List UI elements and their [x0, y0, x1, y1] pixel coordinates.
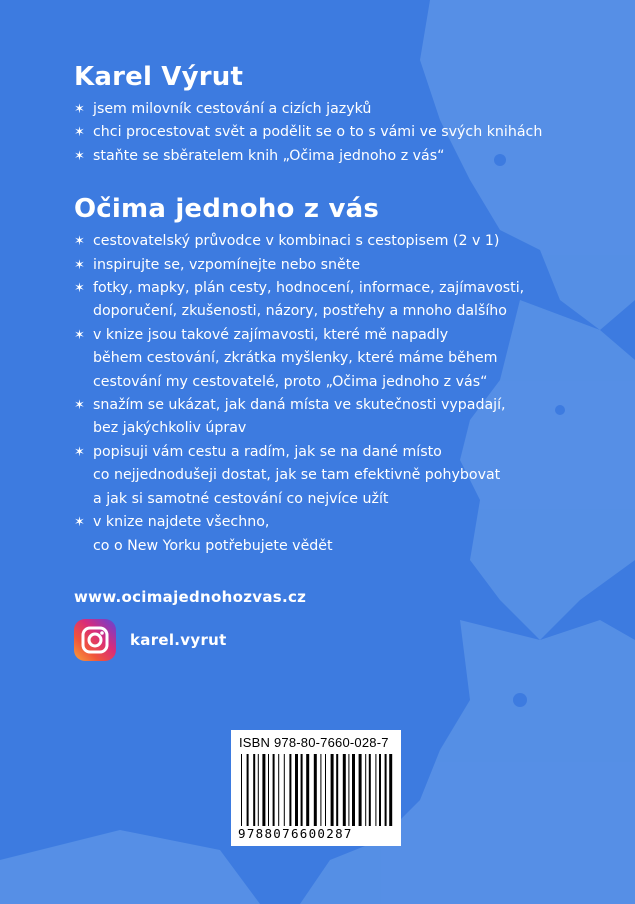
barcode-bar [306, 754, 309, 826]
star-bullet-icon: ✶ [74, 515, 85, 531]
bullet-item [74, 324, 614, 394]
bullet-item [74, 277, 614, 324]
star-bullet-icon: ✶ [74, 444, 85, 460]
star-bullet-icon: ✶ [74, 148, 85, 164]
barcode-bar [247, 754, 249, 826]
barcode-bar [273, 754, 275, 826]
star-bullet-icon: ✶ [74, 257, 85, 273]
bullet-text-line: co nejjednodušeji dostat, jak se tam efektivně pohybovat [93, 467, 501, 484]
barcode-bar [284, 754, 285, 826]
barcode-bar [385, 754, 387, 826]
barcode-bar [369, 754, 371, 826]
bullet-text-line: inspirujte se, vzpomínejte nebo sněte [93, 256, 361, 273]
bullet-item [74, 98, 614, 121]
barcode-bar [389, 754, 392, 826]
bullet-text-line: cestovatelský průvodce v kombinaci s cestopisem (2 v 1) [93, 233, 500, 250]
barcode-bar [268, 754, 269, 826]
book-title: Očima jednoho z vás [74, 194, 380, 225]
barcode-bar [253, 754, 255, 826]
bullet-text-line: snažím se ukázat, jak daná místa ve skutečnosti vypadají, [93, 397, 506, 414]
author-points-list [74, 98, 614, 168]
bullet-text-line: doporučení, zkušenosti, názory, postřehy a mnoho dalšího [93, 303, 507, 320]
isbn-label: ISBN 978-80-7660-028-7 [239, 735, 389, 750]
star-bullet-icon: ✶ [74, 327, 85, 343]
instagram-icon[interactable] [74, 619, 116, 661]
bullet-text-line: v knize jsou takové zajímavosti, které mě napadly [93, 326, 449, 343]
star-bullet-icon: ✶ [74, 398, 85, 414]
bullet-text-line: chci procestovat svět a podělit se o to s vámi ve svých knihách [93, 124, 543, 141]
bullet-text-line: jsem milovník cestování a cizích jazyků [93, 101, 372, 117]
barcode-bar [352, 754, 355, 826]
bullet-item [74, 511, 614, 558]
website-link[interactable]: www.ocimajednohozvas.cz [74, 588, 307, 606]
barcode-bar [301, 754, 303, 826]
bullet-item [74, 230, 614, 253]
barcode-bar [241, 754, 242, 826]
barcode-bar [336, 754, 338, 826]
bullet-text-line: během cestování, zkrátka myšlenky, které máme během [93, 350, 498, 367]
star-bullet-icon: ✶ [74, 102, 85, 117]
barcode-bar [331, 754, 334, 826]
barcode-bar [262, 754, 265, 826]
instagram-handle[interactable]: karel.vyrut [130, 631, 227, 649]
star-bullet-icon: ✶ [74, 125, 85, 141]
barcode-bar [320, 754, 321, 826]
bullet-text-line: a jak si samotné cestování co nejvíce užít [93, 490, 389, 507]
bullet-item [74, 394, 614, 441]
bullet-text-line: fotky, mapky, plán cesty, hodnocení, informace, zajímavosti, [93, 280, 525, 297]
barcode-bar [314, 754, 317, 826]
bullet-item [74, 145, 614, 168]
barcode-bar [375, 754, 376, 826]
bullet-text-line: cestování my cestovatelé, proto „Očima jednoho z vás“ [93, 373, 488, 390]
star-bullet-icon: ✶ [74, 234, 85, 250]
barcode-bar [325, 754, 326, 826]
barcode-bar [289, 754, 291, 826]
barcode-bar [343, 754, 346, 826]
barcode-bar [348, 754, 349, 826]
barcode-bar [359, 754, 362, 826]
instagram-row[interactable] [74, 619, 227, 661]
barcode-bar [278, 754, 279, 826]
bullet-text-line: v knize najdete všechno, [93, 514, 270, 531]
barcode-bar [365, 754, 366, 826]
bullet-item [74, 441, 614, 511]
bullet-item [74, 121, 614, 144]
star-bullet-icon: ✶ [74, 281, 85, 297]
bullet-text-line: popisuji vám cestu a radím, jak se na dané místo [93, 443, 442, 460]
barcode-bar [258, 754, 259, 826]
barcode-digits: 9788076600287 [238, 826, 353, 841]
barcode-bar [379, 754, 381, 826]
bullet-text-line: bez jakýchkoliv úprav [93, 420, 247, 437]
bullet-text-line: co o New Yorku potřebujete vědět [93, 537, 333, 554]
isbn-barcode [231, 730, 401, 846]
barcode-bar [295, 754, 298, 826]
book-points-list [74, 230, 614, 558]
author-name: Karel Výrut [74, 62, 244, 92]
bullet-text-line: staňte se sběratelem knih „Očima jednoho z vás“ [93, 147, 445, 164]
bullet-item [74, 254, 614, 277]
text-content [74, 58, 614, 558]
